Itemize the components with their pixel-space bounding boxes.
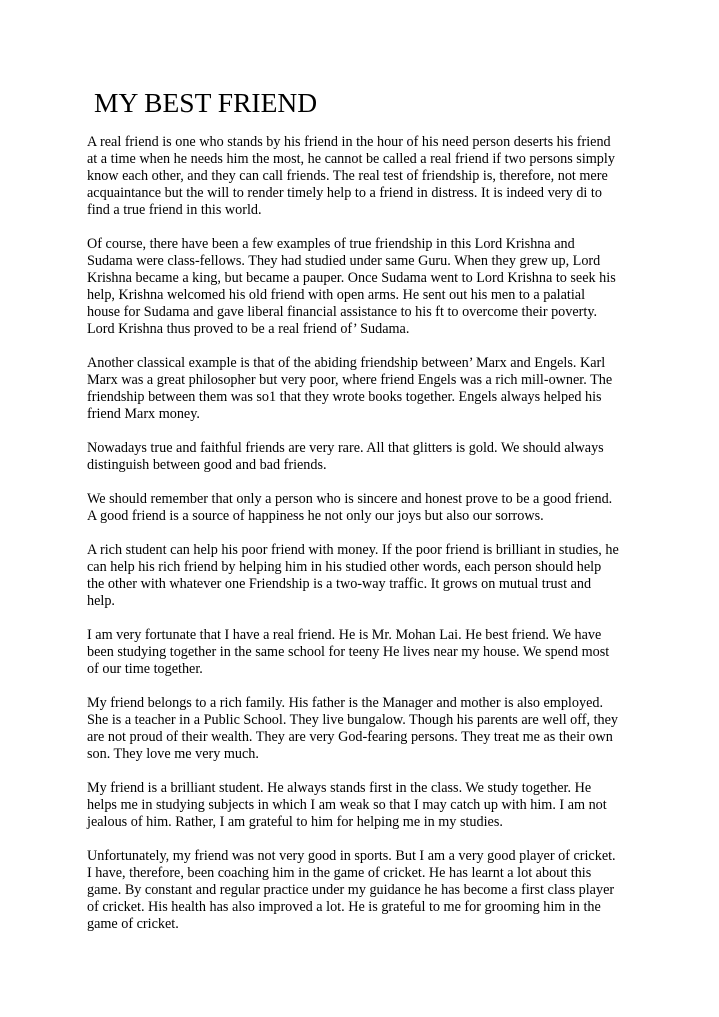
paragraph-line: helps me in studying subjects in which I am weak so that I may catch up with him. I am not [87, 797, 607, 813]
paragraph [87, 695, 647, 763]
paragraph-line: Of course, there have been a few examples of true friendship in this Lord Krishna and [87, 236, 575, 252]
paragraph-line: Unfortunately, my friend was not very good in sports. But I am a very good player of cricket. [87, 848, 616, 864]
paragraph-line: help. [87, 593, 115, 609]
paragraph-line: Sudama were class-fellows. They had studied under same Guru. When they grew up, Lord [87, 253, 601, 269]
paragraph [87, 627, 647, 678]
paragraph-line: A rich student can help his poor friend with money. If the poor friend is brilliant in studies, he [87, 542, 619, 558]
paragraph-line: A real friend is one who stands by his friend in the hour of his need person deserts his friend [87, 134, 611, 150]
paragraph-line: acquaintance but the will to render timely help to a friend in distress. It is indeed very di to [87, 185, 602, 201]
paragraph-line: Lord Krishna thus proved to be a real friend of’ Sudama. [87, 321, 410, 337]
paragraph [87, 440, 647, 474]
paragraph-line: Nowadays true and faithful friends are very rare. All that glitters is gold. We should always [87, 440, 604, 456]
paragraph-line: Krishna became a king, but became a pauper. Once Sudama went to Lord Krishna to seek his [87, 270, 616, 286]
paragraph [87, 491, 647, 525]
paragraph-line: are not proud of their wealth. They are very God-fearing persons. They treat me as their own [87, 729, 613, 745]
paragraph-line: game. By constant and regular practice under my guidance he has become a first class player [87, 882, 615, 898]
essay-body [87, 134, 647, 950]
paragraph-line: of cricket. His health has also improved a lot. He is grateful to me for grooming him in the [87, 899, 601, 915]
paragraph-line: the other with whatever one Friendship is a two-way traffic. It grows on mutual trust and [87, 576, 592, 592]
paragraph-line: distinguish between good and bad friends. [87, 457, 327, 473]
paragraph [87, 355, 647, 423]
paragraph-line: I have, therefore, been coaching him in the game of cricket. He has learnt a lot about this [87, 865, 592, 881]
paragraph-line: My friend is a brilliant student. He always stands first in the class. We study together. He [87, 780, 592, 796]
paragraph-line: son. They love me very much. [87, 746, 259, 762]
paragraph-line: My friend belongs to a rich family. His father is the Manager and mother is also employed. [87, 695, 604, 711]
paragraph-line: Another classical example is that of the abiding friendship between’ Marx and Engels. Karl [87, 355, 606, 371]
paragraph [87, 236, 647, 338]
paragraph-line: She is a teacher in a Public School. They live bungalow. Though his parents are well off, they [87, 712, 618, 728]
paragraph-line: friendship between them was so1 that they wrote books together. Engels always helped his [87, 389, 602, 405]
page-title: MY BEST FRIEND [94, 87, 318, 118]
paragraph-line: help, Krishna welcomed his old friend with open arms. He sent out his men to a palatial [87, 287, 586, 303]
paragraph [87, 780, 647, 831]
paragraph-line: friend Marx money. [87, 406, 200, 422]
paragraph-line: house for Sudama and gave liberal financial assistance to his ft to overcome their poverty. [87, 304, 598, 320]
paragraph-line: can help his rich friend by helping him in his studied other words, each person should help [87, 559, 602, 575]
paragraph [87, 848, 647, 933]
paragraph-line: game of cricket. [87, 916, 179, 932]
paragraph-line: find a true friend in this world. [87, 202, 262, 218]
paragraph-line: I am very fortunate that I have a real friend. He is Mr. Mohan Lai. He best friend. We have [87, 627, 602, 643]
paragraph-line: A good friend is a source of happiness he not only our joys but also our sorrows. [87, 508, 544, 524]
paragraph-line: know each other, and they can call friends. The real test of friendship is, therefore, not mere [87, 168, 608, 184]
paragraph-line: at a time when he needs him the most, he cannot be called a real friend if two persons simply [87, 151, 615, 167]
paragraph-line: Marx was a great philosopher but very poor, where friend Engels was a rich mill-owner. The [87, 372, 613, 388]
paragraph-line: of our time together. [87, 661, 203, 677]
paragraph-line: jealous of him. Rather, I am grateful to him for helping me in my studies. [87, 814, 503, 830]
paragraph-line: been studying together in the same school for teeny He lives near my house. We spend most [87, 644, 610, 660]
paragraph [87, 134, 647, 219]
paragraph-line: We should remember that only a person who is sincere and honest prove to be a good friend. [87, 491, 613, 507]
paragraph [87, 542, 647, 610]
